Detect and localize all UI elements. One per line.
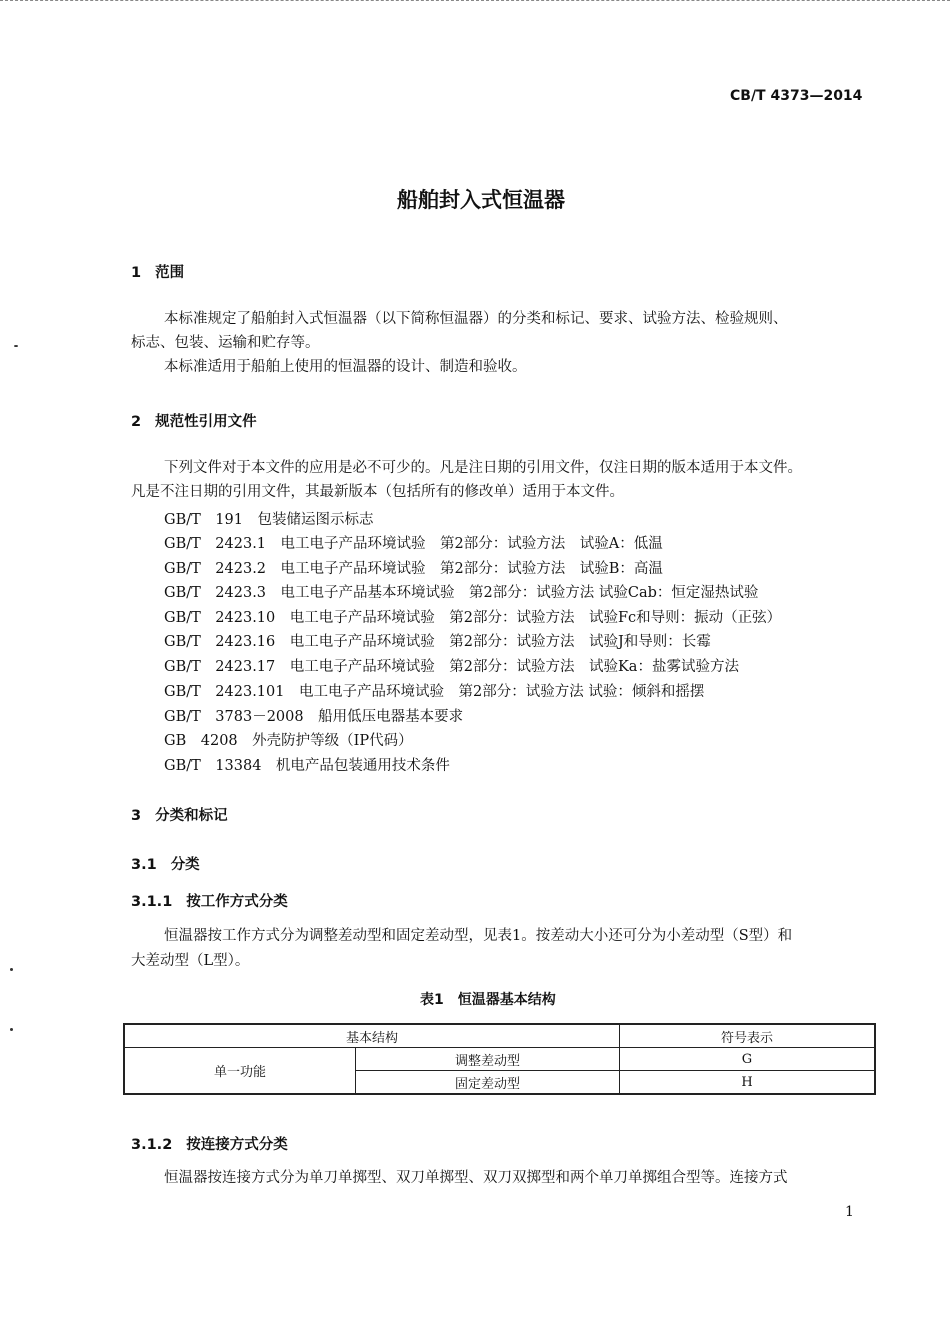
section-2-intro-line1: 下列文件对于本文件的应用是必不可少的。凡是注日期的引用文件，仅注日期的版本适用于本文件。 — [164, 460, 802, 476]
scan-speck — [10, 1028, 13, 1031]
symbol-cell: G — [620, 1048, 876, 1071]
section-3-1-1-number: 3.1.1 — [131, 894, 173, 910]
section-2-heading — [131, 410, 257, 431]
section-3-1-2-line1: 恒温器按连接方式分为单刀单掷型、双刀单掷型、双刀双掷型和两个单刀单掷组合型等。连接方式 — [164, 1170, 788, 1186]
table-row — [124, 1048, 875, 1071]
reference-item: GB/T 2423.17 电工电子产品环境试验 第2部分：试验方法 试验Ka：盐雾试验方法 — [164, 659, 739, 675]
section-1-para1-line2: 标志、包装、运输和贮存等。 — [131, 335, 320, 351]
header-symbol: 符号表示 — [620, 1024, 876, 1048]
section-3-heading — [131, 804, 228, 825]
standard-code: CB/T 4373—2014 — [730, 88, 863, 104]
header-structure: 基本结构 — [124, 1024, 620, 1048]
section-2-title: 规范性引用文件 — [155, 414, 257, 430]
type-cell: 固定差动型 — [356, 1071, 620, 1095]
section-2-intro-line2: 凡是不注日期的引用文件，其最新版本（包括所有的修改单）适用于本文件。 — [131, 484, 624, 500]
section-1-heading — [131, 261, 184, 282]
page-number: 1 — [845, 1204, 854, 1220]
section-3-1-1-line1: 恒温器按工作方式分为调整差动型和固定差动型，见表1。按差动大小还可分为小差动型（S型）和 — [164, 928, 793, 944]
section-3-1-1-line2: 大差动型（L型）。 — [131, 953, 250, 969]
table-1 — [123, 1023, 876, 1095]
reference-item: GB/T 2423.2 电工电子产品环境试验 第2部分：试验方法 试验B：高温 — [164, 561, 663, 577]
section-1-number: 1 — [131, 265, 142, 281]
scan-speck — [14, 345, 18, 347]
document-title: 船舶封入式恒温器 — [397, 188, 565, 212]
section-3-1-1-heading — [131, 890, 288, 911]
section-3-number: 3 — [131, 808, 142, 824]
section-1-title: 范围 — [155, 265, 185, 281]
section-3-1-2-title: 按连接方式分类 — [186, 1137, 288, 1153]
reference-item: GB/T 191 包装储运图示标志 — [164, 512, 374, 528]
type-cell: 调整差动型 — [356, 1048, 620, 1071]
reference-item: GB/T 2423.10 电工电子产品环境试验 第2部分：试验方法 试验Fc和导则：振动（正弦） — [164, 610, 782, 626]
group-cell: 单一功能 — [124, 1048, 356, 1095]
section-3-1-2-number: 3.1.2 — [131, 1137, 173, 1153]
symbol-cell: H — [620, 1071, 876, 1095]
reference-item: GB/T 2423.101 电工电子产品环境试验 第2部分：试验方法 试验：倾斜和摇摆 — [164, 684, 705, 700]
table-1-caption: 表1 恒温器基本结构 — [420, 992, 556, 1008]
section-2-number: 2 — [131, 414, 142, 430]
section-3-1-number: 3.1 — [131, 857, 157, 873]
section-3-1-title: 分类 — [170, 857, 200, 873]
reference-item: GB 4208 外壳防护等级（IP代码） — [164, 733, 413, 749]
scan-top-edge — [0, 0, 950, 4]
reference-item: GB/T 3783－2008 船用低压电器基本要求 — [164, 709, 464, 725]
section-1-para1-line1: 本标准规定了船舶封入式恒温器（以下简称恒温器）的分类和标记、要求、试验方法、检验规则、 — [164, 311, 788, 327]
section-1-para2: 本标准适用于船舶上使用的恒温器的设计、制造和验收。 — [164, 359, 527, 375]
section-3-title: 分类和标记 — [155, 808, 228, 824]
reference-item: GB/T 13384 机电产品包装通用技术条件 — [164, 758, 450, 774]
section-3-1-1-title: 按工作方式分类 — [186, 894, 288, 910]
table-header-row — [124, 1024, 875, 1048]
reference-item: GB/T 2423.16 电工电子产品环境试验 第2部分：试验方法 试验J和导则：长霉 — [164, 634, 711, 650]
reference-item: GB/T 2423.1 电工电子产品环境试验 第2部分：试验方法 试验A：低温 — [164, 536, 663, 552]
section-3-1-heading — [131, 853, 200, 874]
reference-item: GB/T 2423.3 电工电子产品基本环境试验 第2部分：试验方法 试验Cab：恒定湿热试验 — [164, 585, 759, 601]
scan-speck — [10, 968, 13, 971]
section-3-1-2-heading — [131, 1133, 288, 1154]
